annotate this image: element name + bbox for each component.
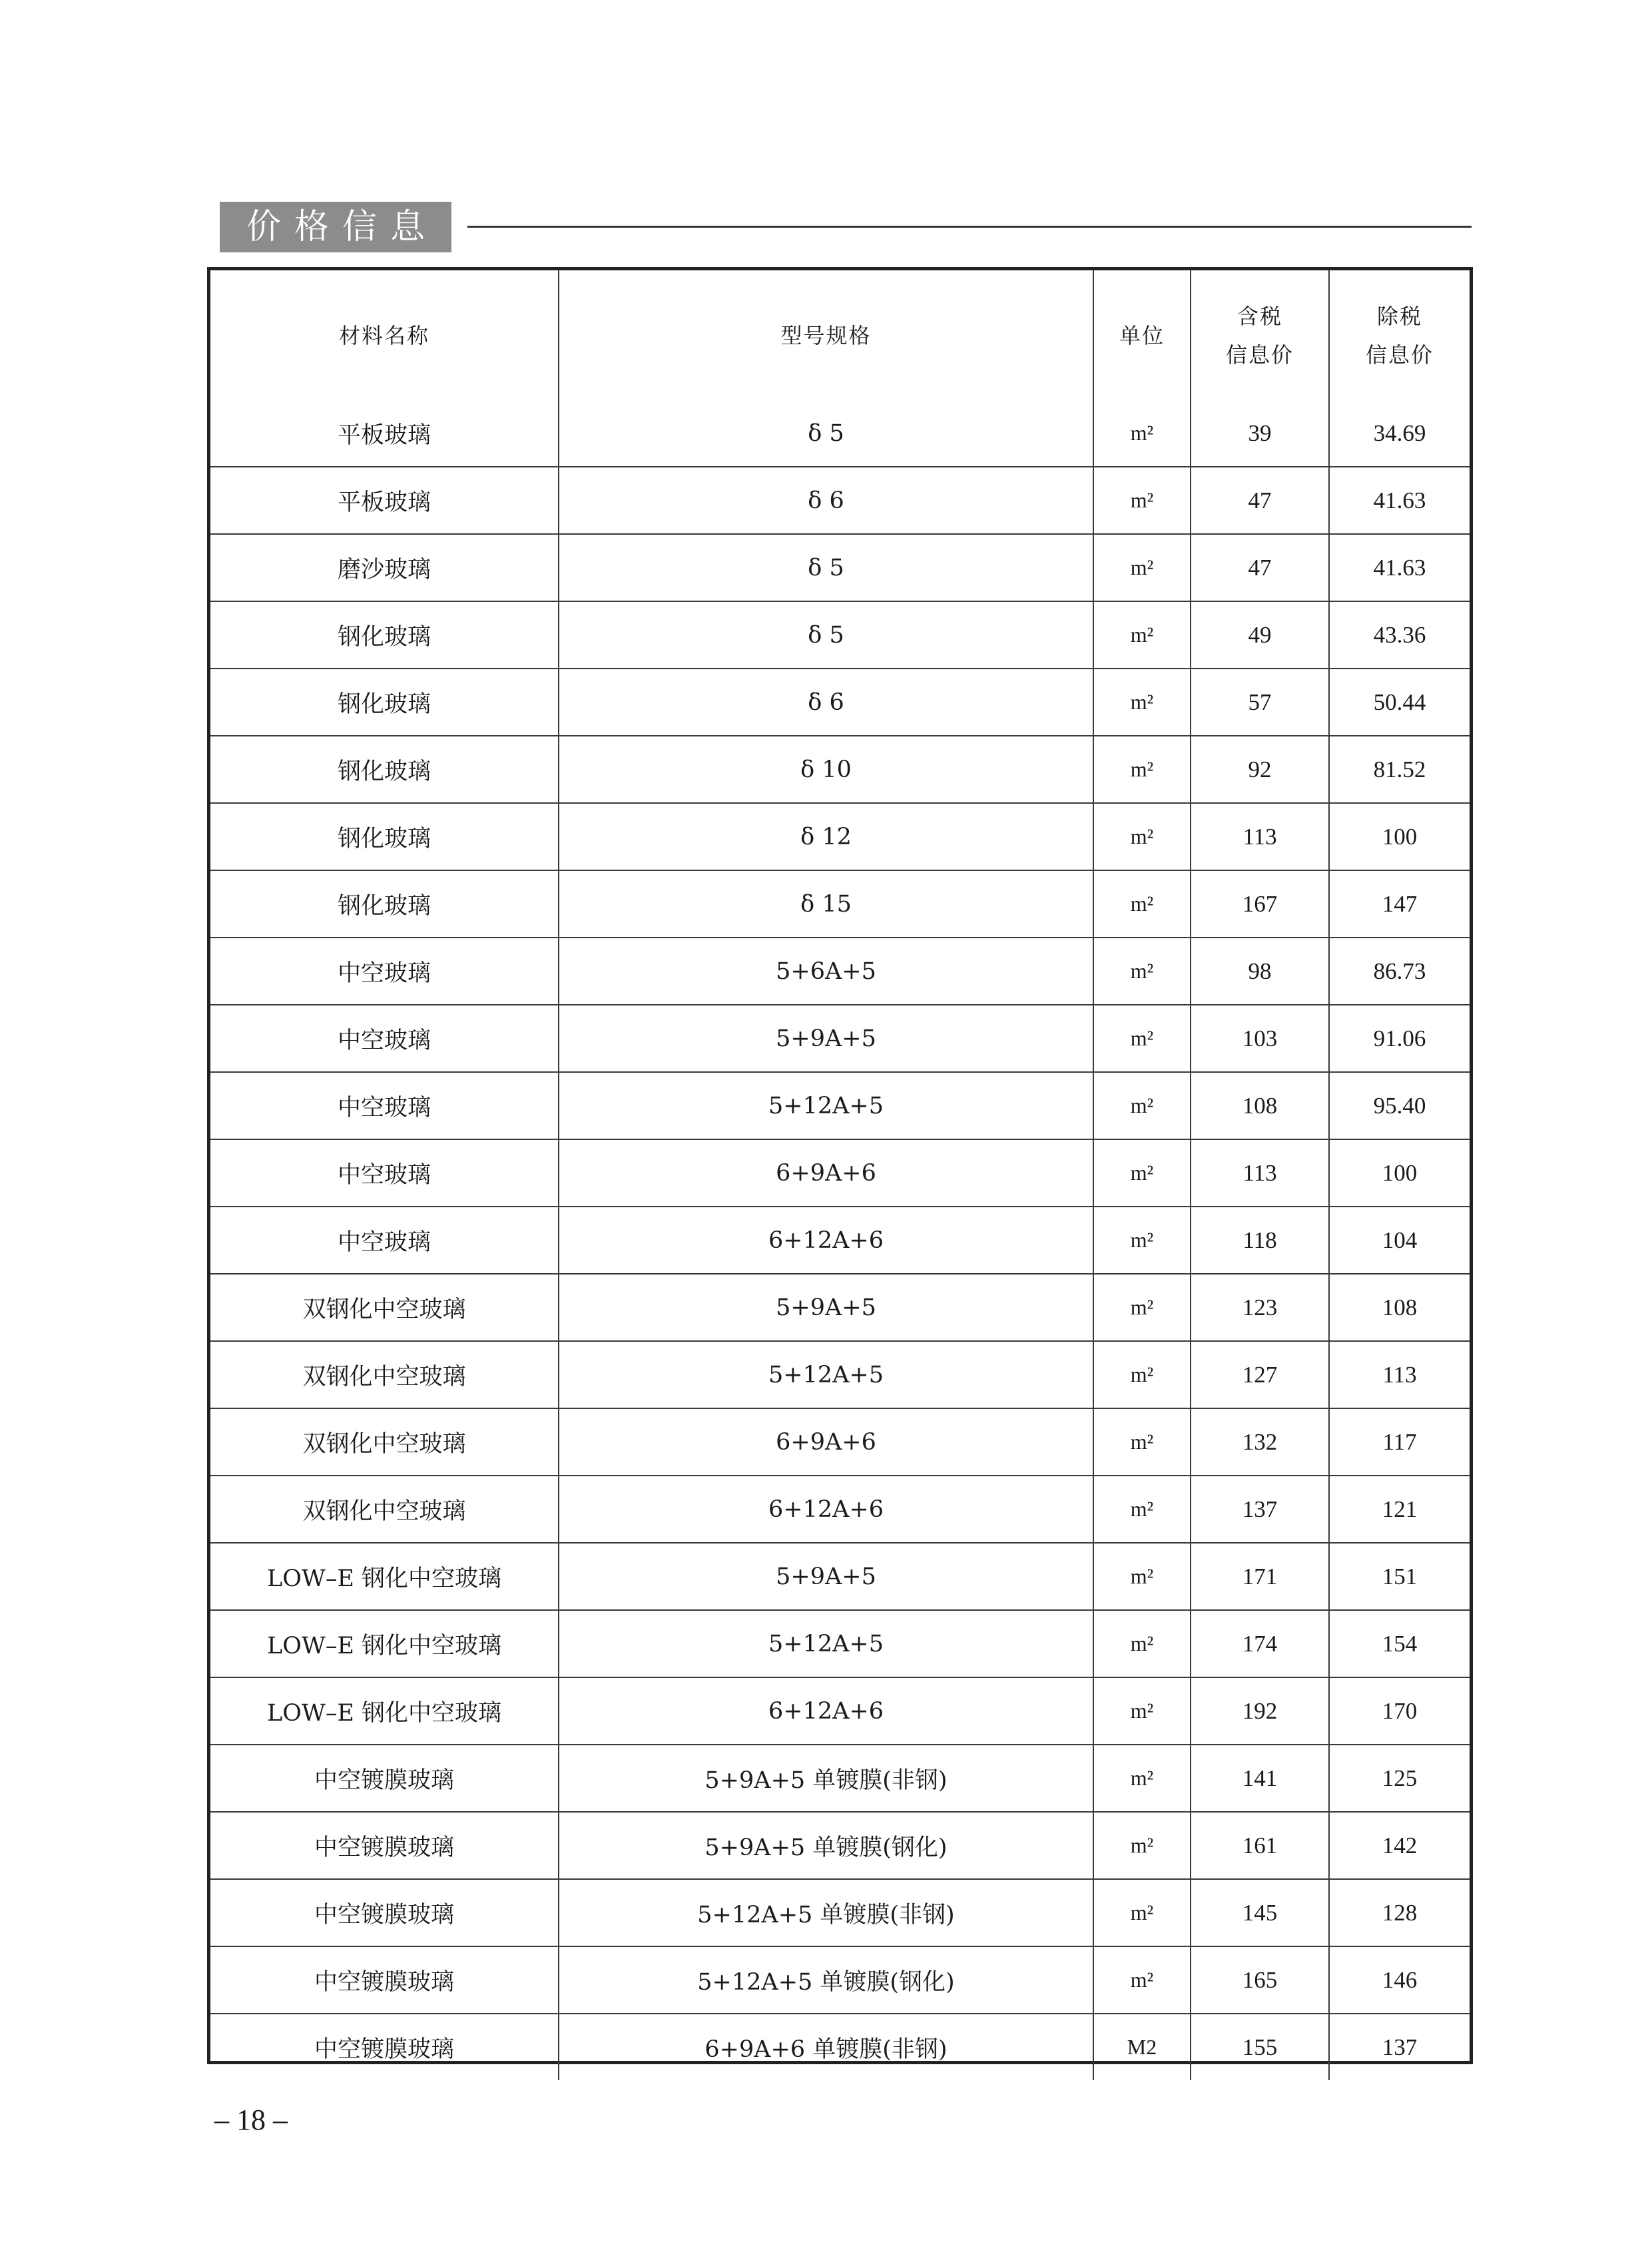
model-spec-cell: 6+9A+6 bbox=[559, 1139, 1093, 1207]
header-tax-excluded-price bbox=[1329, 270, 1470, 400]
tax-included-price-cell: 192 bbox=[1191, 1677, 1329, 1745]
model-spec-cell: 6+9A+6 bbox=[559, 1408, 1093, 1476]
tax-excluded-price-cell: 147 bbox=[1329, 870, 1470, 938]
table-row bbox=[210, 1745, 1470, 1812]
tax-included-price-cell: 92 bbox=[1191, 736, 1329, 803]
tax-included-price-cell: 174 bbox=[1191, 1610, 1329, 1677]
material-name-cell: 中空玻璃 bbox=[210, 1139, 559, 1207]
tax-excluded-price-cell: 100 bbox=[1329, 803, 1470, 870]
section-header bbox=[220, 202, 1472, 252]
unit-cell: m² bbox=[1093, 803, 1191, 870]
table-row bbox=[210, 2014, 1470, 2080]
unit-cell: m² bbox=[1093, 1946, 1191, 2014]
unit-cell: m² bbox=[1093, 1139, 1191, 1207]
unit-cell: m² bbox=[1093, 601, 1191, 669]
model-spec-cell: 5+9A+5 bbox=[559, 1543, 1093, 1610]
tax-included-price-cell: 167 bbox=[1191, 870, 1329, 938]
tax-included-price-cell: 57 bbox=[1191, 669, 1329, 736]
tax-included-price-cell: 155 bbox=[1191, 2014, 1329, 2080]
unit-cell: m² bbox=[1093, 1879, 1191, 1946]
model-spec-cell: 6+12A+6 bbox=[559, 1207, 1093, 1274]
tax-included-price-cell: 137 bbox=[1191, 1476, 1329, 1543]
material-name-cell: 平板玻璃 bbox=[210, 467, 559, 534]
model-spec-cell: 6+12A+6 bbox=[559, 1476, 1093, 1543]
tax-excluded-price-cell: 125 bbox=[1329, 1745, 1470, 1812]
material-name-cell: 钢化玻璃 bbox=[210, 601, 559, 669]
table-row bbox=[210, 1677, 1470, 1745]
unit-cell: m² bbox=[1093, 1610, 1191, 1677]
material-name-cell: 双钢化中空玻璃 bbox=[210, 1408, 559, 1476]
unit-cell: m² bbox=[1093, 1207, 1191, 1274]
table-row bbox=[210, 1072, 1470, 1139]
model-spec-cell: δ 5 bbox=[559, 400, 1093, 467]
material-name-cell: 双钢化中空玻璃 bbox=[210, 1341, 559, 1408]
tax-included-price-cell: 113 bbox=[1191, 803, 1329, 870]
material-name-cell: LOW–E 钢化中空玻璃 bbox=[210, 1677, 559, 1745]
table-row bbox=[210, 1005, 1470, 1072]
tax-excluded-price-cell: 50.44 bbox=[1329, 669, 1470, 736]
table-row bbox=[210, 803, 1470, 870]
material-name-cell: 钢化玻璃 bbox=[210, 669, 559, 736]
table-row bbox=[210, 1812, 1470, 1879]
table-row bbox=[210, 1207, 1470, 1274]
table-row bbox=[210, 938, 1470, 1005]
model-spec-cell: 6+12A+6 bbox=[559, 1677, 1093, 1745]
table-row bbox=[210, 1610, 1470, 1677]
tax-included-price-cell: 145 bbox=[1191, 1879, 1329, 1946]
model-spec-cell: δ 5 bbox=[559, 534, 1093, 601]
tax-excluded-price-cell: 146 bbox=[1329, 1946, 1470, 2014]
tax-included-price-cell: 39 bbox=[1191, 400, 1329, 467]
table-row bbox=[210, 736, 1470, 803]
model-spec-cell: 5+6A+5 bbox=[559, 938, 1093, 1005]
model-spec-cell: δ 6 bbox=[559, 467, 1093, 534]
table-row bbox=[210, 1946, 1470, 2014]
tax-excluded-price-cell: 154 bbox=[1329, 1610, 1470, 1677]
tax-excluded-price-cell: 95.40 bbox=[1329, 1072, 1470, 1139]
unit-cell: M2 bbox=[1093, 2014, 1191, 2080]
page-number: – 18 – bbox=[214, 2104, 288, 2136]
tax-excluded-price-cell: 41.63 bbox=[1329, 534, 1470, 601]
material-name-cell: 中空镀膜玻璃 bbox=[210, 1879, 559, 1946]
tax-included-price-cell: 161 bbox=[1191, 1812, 1329, 1879]
model-spec-cell: δ 15 bbox=[559, 870, 1093, 938]
model-spec-cell: δ 10 bbox=[559, 736, 1093, 803]
material-name-cell: 钢化玻璃 bbox=[210, 803, 559, 870]
price-table-frame bbox=[207, 267, 1473, 2064]
tax-included-price-cell: 108 bbox=[1191, 1072, 1329, 1139]
material-name-cell: 中空玻璃 bbox=[210, 938, 559, 1005]
table-row bbox=[210, 400, 1470, 467]
material-name-cell: 中空镀膜玻璃 bbox=[210, 1745, 559, 1812]
tax-excluded-price-cell: 151 bbox=[1329, 1543, 1470, 1610]
table-row bbox=[210, 1408, 1470, 1476]
model-spec-cell: δ 12 bbox=[559, 803, 1093, 870]
model-spec-cell: 5+12A+5 bbox=[559, 1610, 1093, 1677]
table-header-row bbox=[210, 270, 1470, 400]
unit-cell: m² bbox=[1093, 1677, 1191, 1745]
table-row bbox=[210, 669, 1470, 736]
table-row bbox=[210, 870, 1470, 938]
material-name-cell: LOW–E 钢化中空玻璃 bbox=[210, 1610, 559, 1677]
table-row bbox=[210, 534, 1470, 601]
header-unit: 单位 bbox=[1093, 270, 1191, 400]
tax-excluded-price-cell: 81.52 bbox=[1329, 736, 1470, 803]
table-row bbox=[210, 1274, 1470, 1341]
model-spec-cell: 5+9A+5 bbox=[559, 1274, 1093, 1341]
unit-cell: m² bbox=[1093, 1476, 1191, 1543]
tax-included-price-cell: 127 bbox=[1191, 1341, 1329, 1408]
tax-included-price-cell: 47 bbox=[1191, 467, 1329, 534]
tax-included-price-cell: 118 bbox=[1191, 1207, 1329, 1274]
unit-cell: m² bbox=[1093, 1408, 1191, 1476]
header-tax-excluded-line1: 除税 bbox=[1376, 303, 1422, 329]
unit-cell: m² bbox=[1093, 669, 1191, 736]
header-tax-excluded-line2: 信息价 bbox=[1365, 342, 1434, 368]
tax-included-price-cell: 165 bbox=[1191, 1946, 1329, 2014]
tax-excluded-price-cell: 113 bbox=[1329, 1341, 1470, 1408]
model-spec-cell: δ 6 bbox=[559, 669, 1093, 736]
material-name-cell: LOW–E 钢化中空玻璃 bbox=[210, 1543, 559, 1610]
model-spec-cell: 5+12A+5 单镀膜(钢化) bbox=[559, 1946, 1093, 2014]
material-name-cell: 中空镀膜玻璃 bbox=[210, 1946, 559, 2014]
tax-included-price-cell: 98 bbox=[1191, 938, 1329, 1005]
material-name-cell: 钢化玻璃 bbox=[210, 870, 559, 938]
tax-included-price-cell: 141 bbox=[1191, 1745, 1329, 1812]
unit-cell: m² bbox=[1093, 534, 1191, 601]
material-name-cell: 平板玻璃 bbox=[210, 400, 559, 467]
tax-excluded-price-cell: 91.06 bbox=[1329, 1005, 1470, 1072]
material-name-cell: 中空镀膜玻璃 bbox=[210, 2014, 559, 2080]
table-row bbox=[210, 1879, 1470, 1946]
table-row bbox=[210, 1341, 1470, 1408]
header-model-spec: 型号规格 bbox=[559, 270, 1093, 400]
tax-excluded-price-cell: 86.73 bbox=[1329, 938, 1470, 1005]
unit-cell: m² bbox=[1093, 938, 1191, 1005]
tax-excluded-price-cell: 170 bbox=[1329, 1677, 1470, 1745]
section-divider bbox=[467, 226, 1472, 228]
unit-cell: m² bbox=[1093, 1341, 1191, 1408]
tax-included-price-cell: 49 bbox=[1191, 601, 1329, 669]
tax-excluded-price-cell: 41.63 bbox=[1329, 467, 1470, 534]
material-name-cell: 双钢化中空玻璃 bbox=[210, 1274, 559, 1341]
table-row bbox=[210, 601, 1470, 669]
tax-excluded-price-cell: 128 bbox=[1329, 1879, 1470, 1946]
model-spec-cell: 5+12A+5 bbox=[559, 1072, 1093, 1139]
header-tax-included-line1: 含税 bbox=[1237, 303, 1282, 329]
tax-included-price-cell: 132 bbox=[1191, 1408, 1329, 1476]
table-row bbox=[210, 1543, 1470, 1610]
material-name-cell: 中空镀膜玻璃 bbox=[210, 1812, 559, 1879]
table-body bbox=[210, 400, 1470, 2080]
unit-cell: m² bbox=[1093, 1005, 1191, 1072]
unit-cell: m² bbox=[1093, 1072, 1191, 1139]
unit-cell: m² bbox=[1093, 1543, 1191, 1610]
tax-excluded-price-cell: 142 bbox=[1329, 1812, 1470, 1879]
material-name-cell: 中空玻璃 bbox=[210, 1005, 559, 1072]
material-name-cell: 钢化玻璃 bbox=[210, 736, 559, 803]
model-spec-cell: δ 5 bbox=[559, 601, 1093, 669]
tax-excluded-price-cell: 34.69 bbox=[1329, 400, 1470, 467]
material-name-cell: 磨沙玻璃 bbox=[210, 534, 559, 601]
table-row bbox=[210, 1476, 1470, 1543]
header-tax-included-price bbox=[1191, 270, 1329, 400]
unit-cell: m² bbox=[1093, 870, 1191, 938]
tax-excluded-price-cell: 100 bbox=[1329, 1139, 1470, 1207]
tax-excluded-price-cell: 108 bbox=[1329, 1274, 1470, 1341]
table-row bbox=[210, 1139, 1470, 1207]
model-spec-cell: 5+9A+5 单镀膜(非钢) bbox=[559, 1745, 1093, 1812]
model-spec-cell: 5+9A+5 单镀膜(钢化) bbox=[559, 1812, 1093, 1879]
unit-cell: m² bbox=[1093, 1745, 1191, 1812]
tax-included-price-cell: 113 bbox=[1191, 1139, 1329, 1207]
tax-excluded-price-cell: 43.36 bbox=[1329, 601, 1470, 669]
unit-cell: m² bbox=[1093, 736, 1191, 803]
model-spec-cell: 6+9A+6 单镀膜(非钢) bbox=[559, 2014, 1093, 2080]
unit-cell: m² bbox=[1093, 400, 1191, 467]
material-name-cell: 中空玻璃 bbox=[210, 1072, 559, 1139]
table-row bbox=[210, 467, 1470, 534]
price-table bbox=[210, 270, 1470, 2080]
tax-excluded-price-cell: 137 bbox=[1329, 2014, 1470, 2080]
header-tax-included-line2: 信息价 bbox=[1225, 342, 1294, 368]
unit-cell: m² bbox=[1093, 1274, 1191, 1341]
tax-included-price-cell: 103 bbox=[1191, 1005, 1329, 1072]
tax-excluded-price-cell: 121 bbox=[1329, 1476, 1470, 1543]
section-title: 价格信息 bbox=[220, 202, 451, 252]
unit-cell: m² bbox=[1093, 467, 1191, 534]
model-spec-cell: 5+9A+5 bbox=[559, 1005, 1093, 1072]
tax-excluded-price-cell: 104 bbox=[1329, 1207, 1470, 1274]
model-spec-cell: 5+12A+5 bbox=[559, 1341, 1093, 1408]
material-name-cell: 中空玻璃 bbox=[210, 1207, 559, 1274]
unit-cell: m² bbox=[1093, 1812, 1191, 1879]
tax-included-price-cell: 47 bbox=[1191, 534, 1329, 601]
tax-included-price-cell: 123 bbox=[1191, 1274, 1329, 1341]
header-material-name: 材料名称 bbox=[210, 270, 559, 400]
tax-included-price-cell: 171 bbox=[1191, 1543, 1329, 1610]
tax-excluded-price-cell: 117 bbox=[1329, 1408, 1470, 1476]
model-spec-cell: 5+12A+5 单镀膜(非钢) bbox=[559, 1879, 1093, 1946]
material-name-cell: 双钢化中空玻璃 bbox=[210, 1476, 559, 1543]
